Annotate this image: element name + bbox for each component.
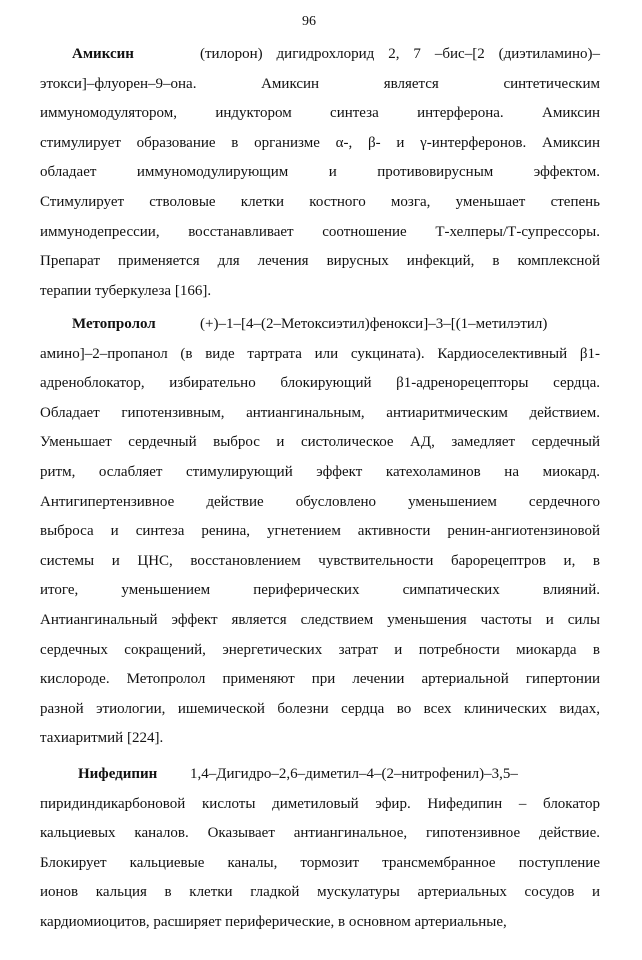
text-line: обладает иммуномодулирующим и противовирусным эффектом. [40, 164, 600, 181]
text-line: пиридиндикарбоновой кислоты диметиловый эфир. Нифедипин – блокатор [40, 795, 600, 812]
text-line [40, 314, 600, 334]
text-line: кардиомиоцитов, расширяет периферические, в основном артериальные, [40, 914, 507, 930]
text-line: Блокирует кальциевые каналы, тормозит трансмембранное поступление [40, 854, 600, 871]
page-number: 96 [302, 14, 316, 29]
text-line: амино]–2–пропанол (в виде тартрата или сукцината). Кардиоселективный β1- [40, 345, 600, 362]
term-heading: Метопролол [72, 316, 156, 332]
text-line: ритм, ослабляет стимулирующий эффект катехоламинов на миокард. [40, 464, 600, 480]
line-text: (тилорон) дигидрохлорид 2, 7 –бис–[2 (диэтиламино)– [200, 46, 600, 62]
line-text: (+)–1–[4–(2–Метоксиэтил)фенокси]–3–[(1–метилэтил) [200, 316, 548, 332]
text-line: кислороде. Метопролол применяют при лечении артериальной гипертонии [40, 671, 600, 688]
text-line: выброса и синтеза ренина, угнетением активности ренин-ангиотензиновой [40, 523, 600, 540]
text-line: разной этиологии, ишемической болезни сердца во всех клинических видах, [40, 700, 600, 717]
text-line: терапии туберкулеза [166]. [40, 282, 212, 299]
text-line [40, 764, 600, 784]
text-line [40, 44, 600, 64]
text-line: этокси]–флуорен–9–она. Амиксин является синтетическим [40, 75, 600, 92]
text-line: Препарат применяется для лечения вирусных инфекций, в комплексной [40, 253, 600, 270]
text-line: кальциевых каналов. Оказывает антиангинальное, гипотензивное действие. [40, 825, 600, 842]
text-line: системы и ЦНС, восстановлением чувствительности барорецептров и, в [40, 552, 600, 569]
line-text: 1,4–Дигидро–2,6–диметил–4–(2–нитрофенил)–3,5– [190, 766, 518, 782]
text-line: адреноблокатор, избирательно блокирующий β1-адренорецепторы сердца. [40, 375, 600, 392]
text-line: Уменьшает сердечный выброс и систолическое АД, замедляет сердечный [40, 434, 600, 451]
text-line: ионов кальция в клетки гладкой мускулатуры артериальных сосудов и [40, 884, 600, 901]
text-line: иммунодепрессии, восстанавливает соотношение Т-хелперы/Т-супрессоры. [40, 223, 600, 240]
term-heading: Амиксин [72, 46, 134, 62]
text-line: тахиаритмий [224]. [40, 730, 164, 747]
text-line: Обладает гипотензивным, антиангинальным, антиаритмическим действием. [40, 404, 600, 421]
text-line: Антигипертензивное действие обусловлено уменьшением сердечного [40, 493, 600, 510]
text-line: сердечных сокращений, энергетических затрат и потребности миокарда в [40, 641, 600, 658]
text-line: Стимулирует стволовые клетки костного мозга, уменьшает степень [40, 194, 600, 210]
term-heading: Нифедипин [78, 766, 158, 782]
text-line: иммуномодулятором, индуктором синтеза интерферона. Амиксин [40, 105, 600, 122]
text-line: итоге, уменьшением периферических симпатических влияний. [40, 582, 600, 599]
text-line: стимулирует образование в организме α-, β- и γ-интерферонов. Амиксин [40, 134, 600, 151]
text-line: Антиангинальный эффект является следствием уменьшения частоты и силы [40, 612, 600, 628]
